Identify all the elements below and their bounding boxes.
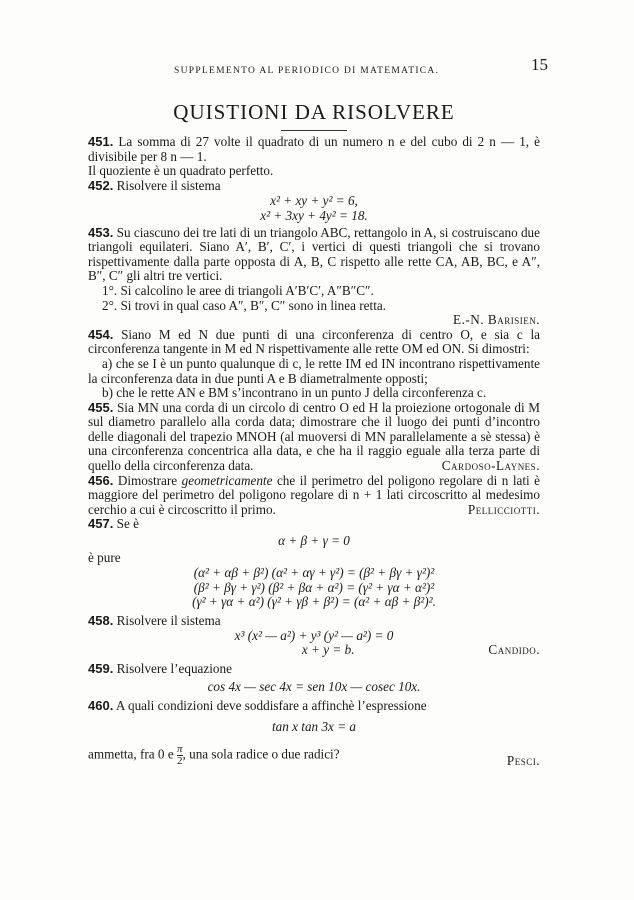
question-emphasis: geometricamente <box>181 472 273 488</box>
question-text-cont: che il perimetro del poligono regolare di n lati è maggiore del perimetro del poligono regolare di n + 1 lati circoscritto al medesimo cerchio a cui è circoscritto il primo. <box>88 472 541 517</box>
question-text: Siano M ed N due punti di una circonferenza di centro O, e sia c la circonferenza tangente in M ed N rispettivamente alle rette OM ed ON. Si dimostri: <box>88 326 541 357</box>
question-453 <box>88 226 540 328</box>
question-number: 460. <box>88 697 114 713</box>
question-text: Risolvere il sistema <box>116 613 221 628</box>
question-number: 457. <box>88 516 114 532</box>
question-460 <box>88 699 540 767</box>
question-text: Su ciascuno dei tre lati di un triangolo ABC, rettangolo in A, si costruiscano due triangoli equilateri. Siano A′, B′, C′, i vertici di questi triangoli che si trovano rispettivamente dalla parte opposta di A, B, C rispetto alle rette CA, AB, BC, e A″, B″, C″ gli altri tre vertici. <box>88 224 541 284</box>
equation: x³ (x² — a²) + y³ (y² — a²) = 0 <box>234 627 394 643</box>
question-number: 459. <box>88 660 114 676</box>
question-455 <box>88 401 540 474</box>
section-title: QUISTIONI DA RISOLVERE <box>173 100 455 124</box>
equation: x² + 3xy + 4y² = 18. <box>260 207 368 223</box>
question-text-2: Il quoziente è un quadrato perfetto. <box>88 163 274 179</box>
question-text-tail: ammetta, fra 0 e <box>88 746 174 762</box>
question-text: A quali condizioni deve soddisfare a affinchè l’espressione <box>115 697 427 713</box>
question-454 <box>88 328 540 401</box>
question-457 <box>88 517 540 610</box>
question-458 <box>88 614 540 658</box>
question-text: Risolvere il sistema <box>116 177 221 193</box>
equation: x + y = b. <box>301 642 355 658</box>
question-item: 2°. Si trovi in qual caso A″, B″, C″ sono in linea retta. <box>102 297 387 313</box>
title-rule <box>281 130 347 131</box>
page-number: 15 <box>531 55 548 74</box>
equation: α + β + γ = 0 <box>278 533 350 549</box>
author-signature: Pellicciotti. <box>467 501 540 517</box>
question-number: 452. <box>88 177 114 193</box>
question-452 <box>88 179 540 224</box>
equation: cos 4x — sec 4x = sen 10x — cosec 10x. <box>207 679 421 695</box>
question-text-2: è pure <box>88 549 121 565</box>
question-text: Risolvere l’equazione <box>116 660 232 676</box>
question-text: Dimostrare <box>117 472 178 488</box>
fraction-numerator: π <box>176 743 183 756</box>
question-item: a) che se I è un punto qualunque di c, le rette IM ed IN incontrano rispettivamente la circonferenza data in due punti A e B diametralmente opposti; <box>88 355 540 386</box>
running-head <box>88 55 548 78</box>
question-456 <box>88 474 540 518</box>
page <box>88 55 548 768</box>
author-signature: E.-N. Barisien. <box>453 312 540 328</box>
question-number: 458. <box>88 613 114 628</box>
question-number: 455. <box>88 399 114 415</box>
question-number: 451. <box>88 134 114 149</box>
question-number: 456. <box>88 472 114 488</box>
question-451 <box>88 135 540 179</box>
question-item: b) che le rette AN e BM s’incontrano in un punto J della circonferenza c. <box>102 385 487 401</box>
question-459 <box>88 662 540 695</box>
author-signature: Cardoso-Laynes. <box>441 458 540 474</box>
equation: x² + xy + y² = 6, <box>270 193 358 209</box>
question-text: Se è <box>116 516 139 532</box>
equation: (α² + αβ + β²) (α² + αγ + γ²) = (β² + βγ + γ²)² <box>193 565 435 581</box>
question-number: 454. <box>88 326 114 342</box>
author-signature: Candido. <box>488 642 540 658</box>
equation: (γ² + γα + α²) (γ² + γβ + β²) = (α² + αβ + β²)². <box>192 594 436 610</box>
question-text: Sia MN una corda di un circolo di centro O ed H la proiezione ortogonale di M sul diametro parallelo alla corda data; dimostrare che il luogo dei punti d’incontro delle diagonali del trapezio MNOH (al muoversi di MN parallelamente a sè stessa) è una circonferenza concentrica alla data, e che ha il raggio eguale alla terza parte di quello della circonferenza data. <box>88 399 540 474</box>
question-number: 453. <box>88 224 114 240</box>
question-item: 1°. Si calcolino le aree di triangoli A′B′C′, A″B″C″. <box>102 282 374 298</box>
equation: (β² + βγ + γ²) (β² + βα + α²) = (γ² + γα + α²)² <box>193 579 435 595</box>
question-text-tail-2: , una sola radice o due radici? <box>182 746 340 762</box>
fraction-denominator: 2 <box>176 755 183 768</box>
author-signature: Pesci. <box>506 752 540 768</box>
running-title: SUPPLEMENTO AL PERIODICO DI MATEMATICA. <box>174 66 440 76</box>
equation: tan x tan 3x = a <box>272 718 356 734</box>
question-text: La somma di 27 volte il quadrato di un numero n e del cubo di 2 n — 1, è divisibile per 8 n — 1. <box>88 134 540 164</box>
